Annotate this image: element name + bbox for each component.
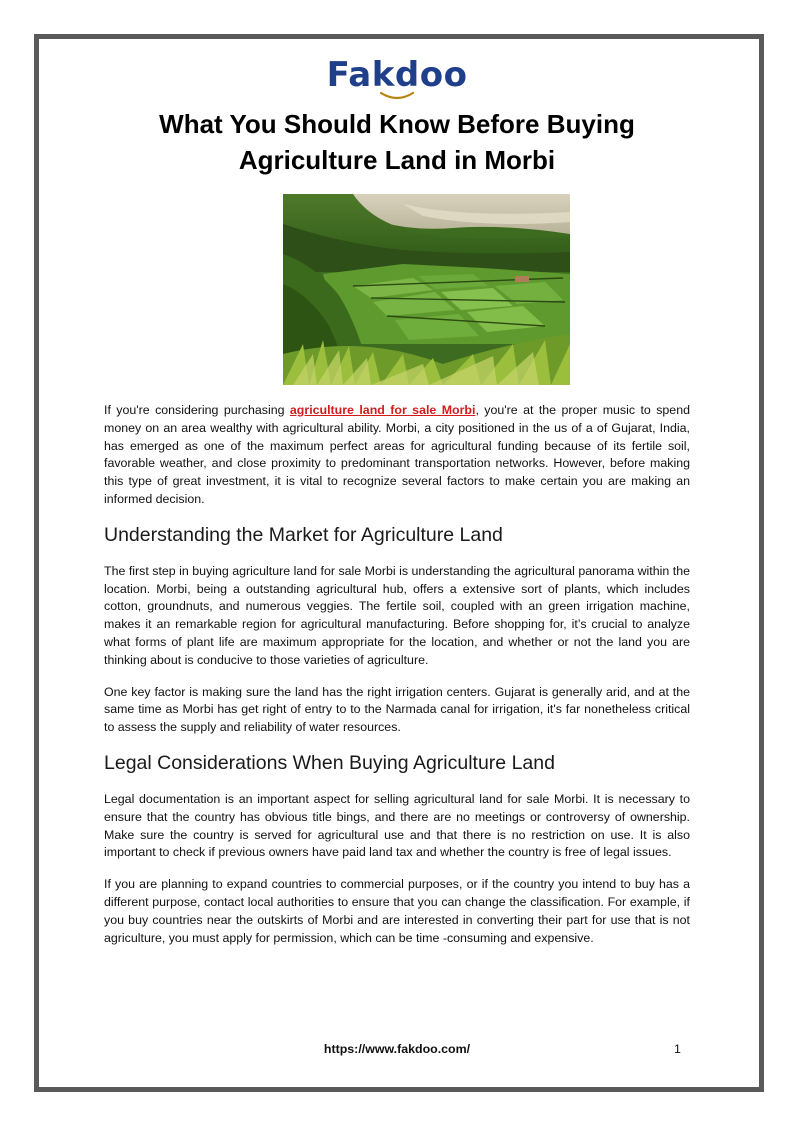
article-body [104,402,690,961]
legal-paragraph-2: If you are planning to expand countries to commercial purposes, or if the country you intend to buy has a different purpose, contact local authorities to ensure that you can change the classification. For example, if you buy countries near the outskirts of Morbi and are interested in converting their part for use that is not agriculture, you must apply for permission, which can be time -consuming and expensive. [104,877,690,945]
footer-url[interactable]: https://www.fakdoo.com/ [323,1042,471,1056]
section-heading-market: Understanding the Market for Agriculture Land [104,523,503,546]
keyword-link[interactable]: agriculture land for sale Morbi [289,403,476,417]
farmland-valley-photo [283,194,570,385]
brand-logo[interactable] [0,56,794,102]
page-number: 1 [674,1042,681,1056]
brand-name: Fakdoo [326,55,468,95]
market-paragraph-2: One key factor is making sure the land has the right irrigation centers. Gujarat is generally arid, and at the same time as Morbi has get right of entry to to the Narmada canal for irrigation, it's far nonetheless critical to assess the supply and reliability of water resources. [104,684,690,735]
legal-paragraph-1: Legal documentation is an important aspect for selling agricultural land for sale Morbi. It is necessary to ensure that the country has obvious title bings, and there are no meetings or controversy of ownership. Make sure the country is served for agricultural use and that there is no restriction on use. It is also important to check if previous owners have paid land tax and whether the country is free of legal issues. [104,791,690,860]
intro-text-start: If you're considering purchasing [104,403,290,417]
title-line-2: Agriculture Land in Morbi [238,145,556,175]
market-paragraph-1: The first step in buying agriculture land for sale Morbi is understanding the agricultural panorama within the location. Morbi, being a outstanding agricultural hub, offers a extensive sort of plants, which includes cotton, groundnuts, and numerous veggies. The fertile soil, coupled with an green irrigation machine, makes it an remarkable region for agricultural manufacturing. Before shopping for, it’s crucial to analyze what forms of plant life are maximum appropriate for the location, and whether or not the land you are thinking about is conducive to those varieties of agriculture. [104,563,690,667]
title-line-1: What You Should Know Before Buying [159,109,635,139]
section-heading-legal: Legal Considerations When Buying Agriculture Land [104,751,555,774]
intro-text-end: , you're at the proper music to spend money on an area wealthy with agricultural ability. Morbi, a city positioned in the us of a of Gujarat, India, has emerged as one of the maximum perfect areas for agricultural funding because of its fertile soil, favorable weather, and close proximity to predominant transportation networks. However, before making this type of great investment, it is vital to recognize several factors to make certain you are making an informed decision. [104,403,690,506]
page-title [0,106,794,178]
intro-paragraph [104,402,690,509]
